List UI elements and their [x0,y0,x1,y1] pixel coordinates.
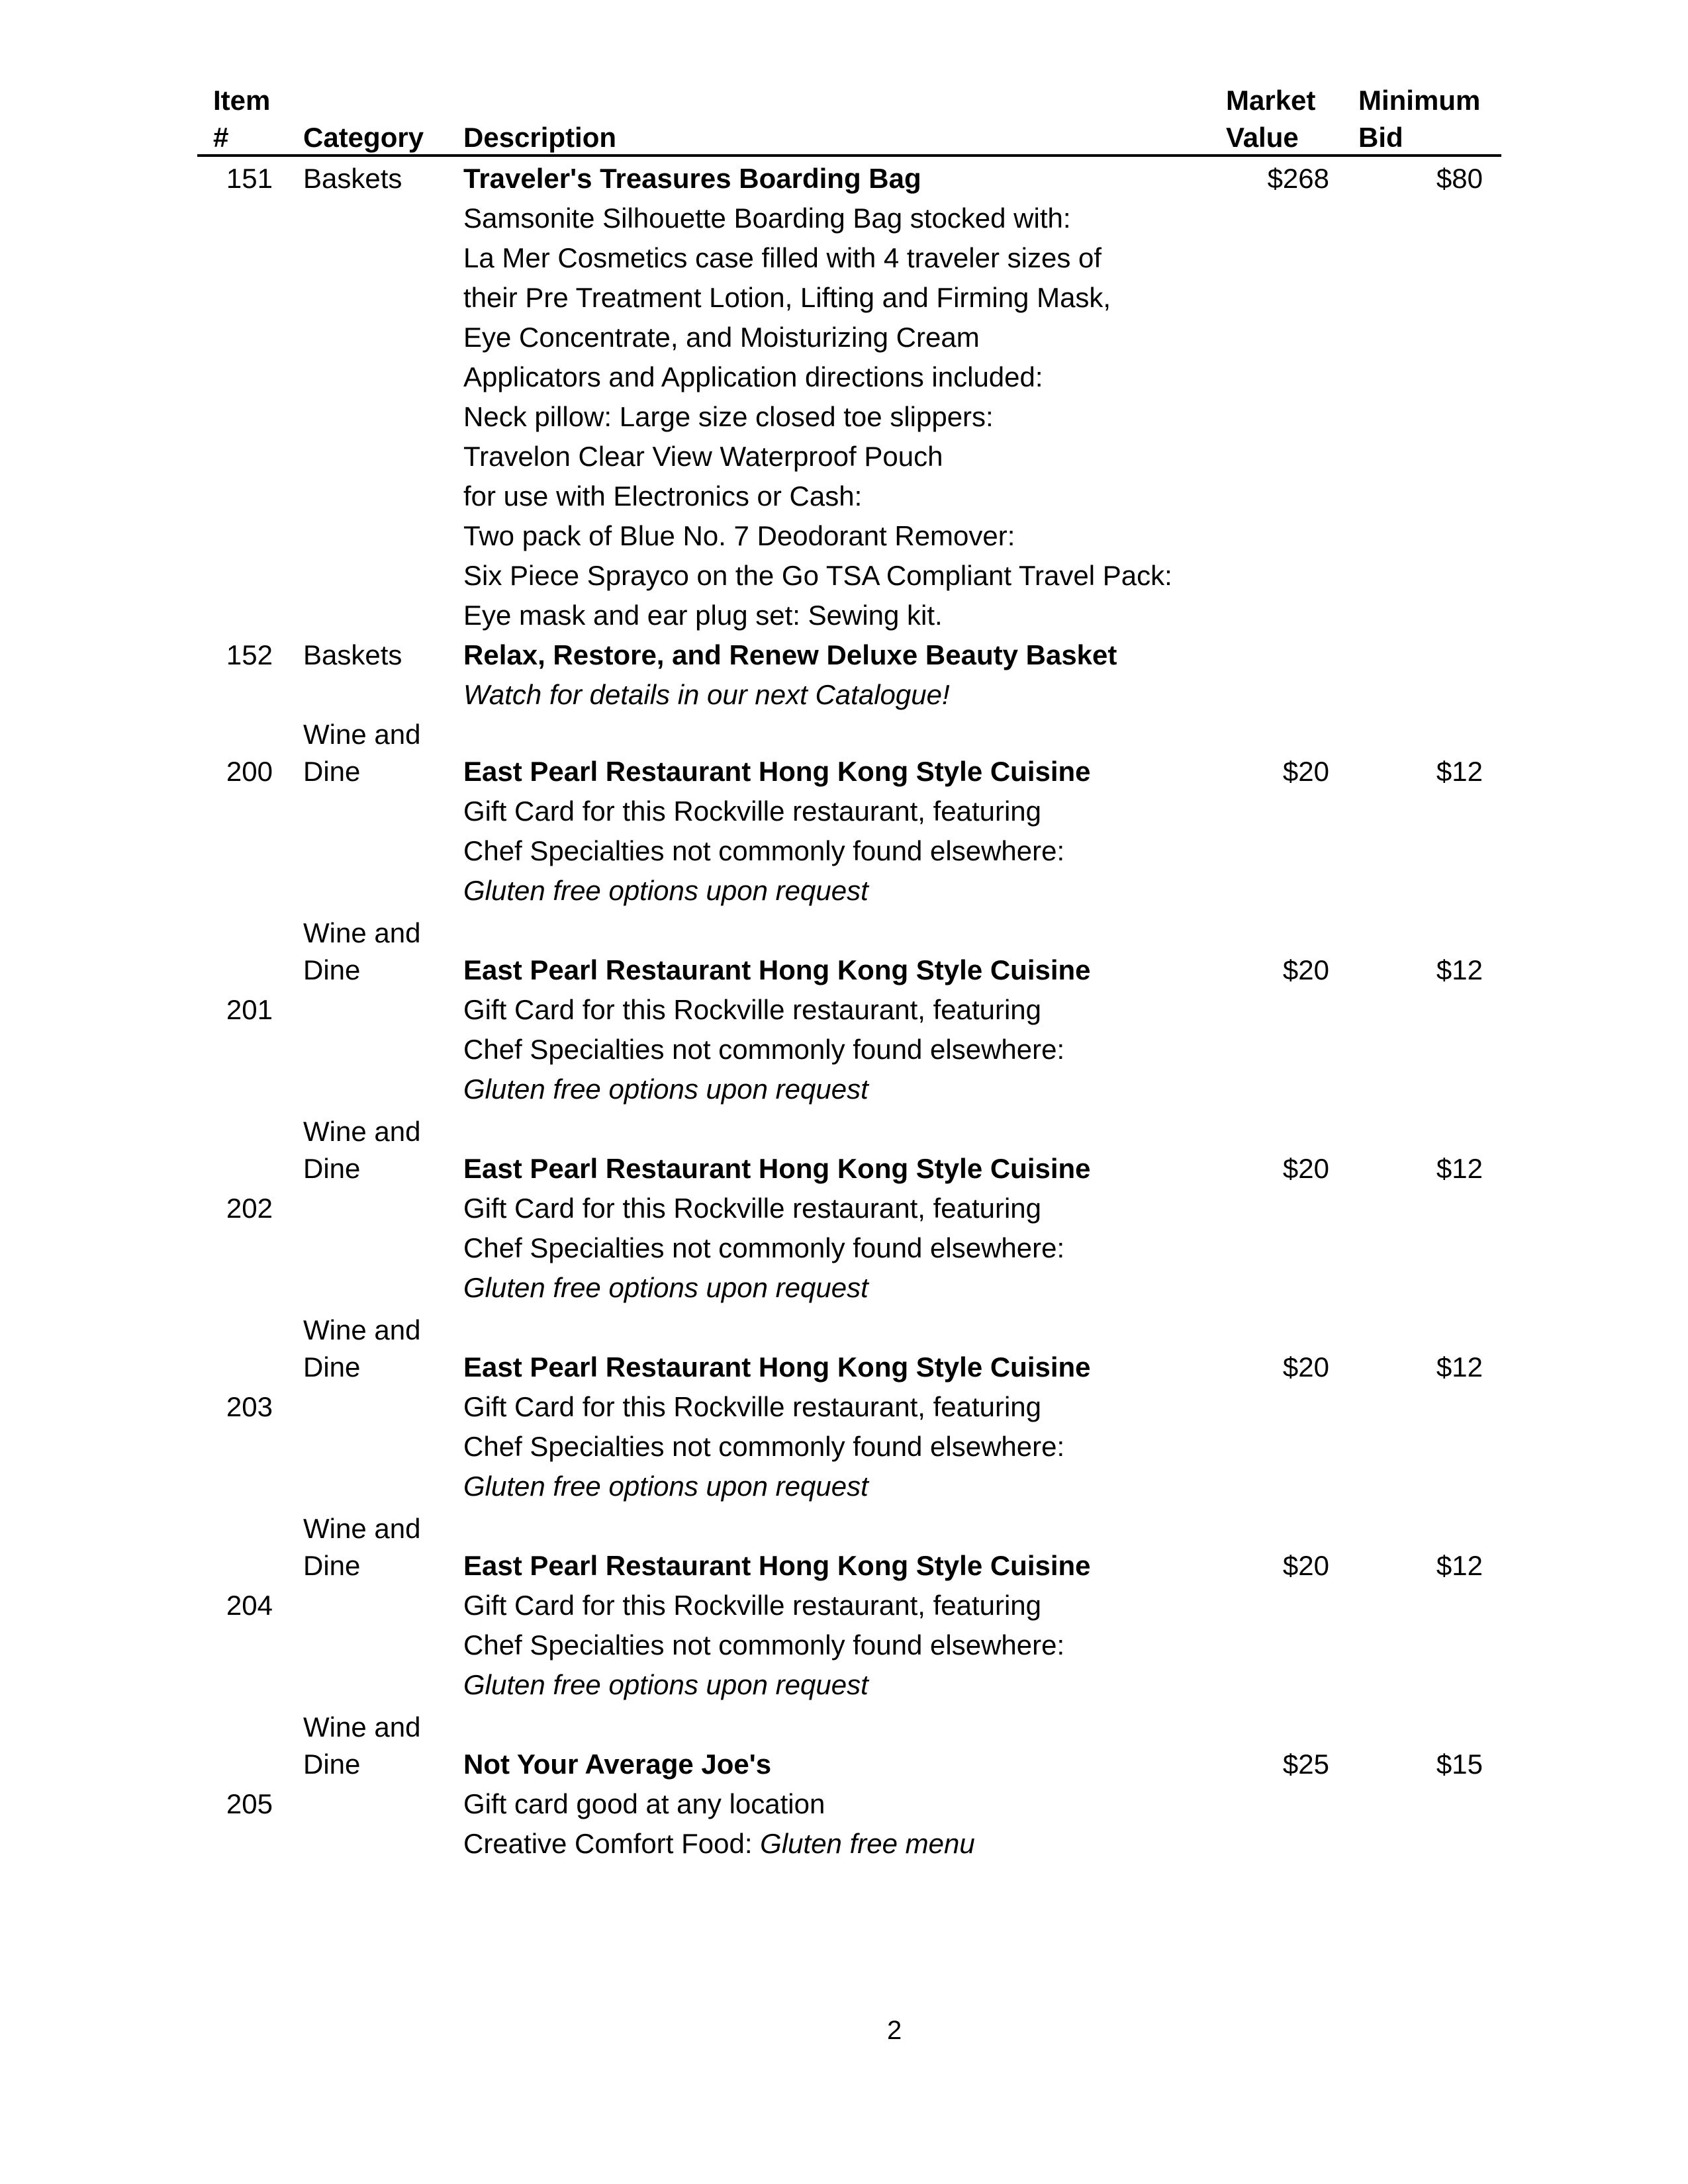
description-italic-line: Watch for details in our next Catalogue! [463,679,950,710]
description-mixed-line [463,1825,975,1862]
item-number: 205 [226,1788,273,1819]
item-category-line1: Wine and [303,1513,421,1544]
description-mixed-italic: Gluten free menu [760,1828,975,1859]
item-title: East Pearl Restaurant Hong Kong Style Cuisine [463,1550,1091,1581]
market-value: $20 [1282,954,1329,985]
page-number: 2 [887,2016,902,2045]
description-line: Gift Card for this Rockville restaurant, featuring [463,1391,1042,1422]
item-category-line1: Wine and [303,1711,421,1743]
item-title: East Pearl Restaurant Hong Kong Style Cuisine [463,1153,1091,1184]
minimum-bid: $80 [1436,163,1483,194]
description-line: Chef Specialties not commonly found elsewhere: [463,1431,1065,1462]
item-number: 151 [226,163,273,194]
item-number: 202 [226,1193,273,1224]
header-item-line1: Item [213,85,271,116]
market-value: $268 [1267,163,1329,194]
minimum-bid: $12 [1436,1153,1483,1184]
market-value: $20 [1282,1351,1329,1383]
description-line: Gift Card for this Rockville restaurant, featuring [463,994,1042,1025]
description-mixed-regular: Creative Comfort Food: [463,1828,761,1859]
minimum-bid: $15 [1436,1749,1483,1780]
item-category-line2: Dine [303,1749,361,1780]
item-title: East Pearl Restaurant Hong Kong Style Cuisine [463,756,1091,787]
item-category-line1: Wine and [303,719,421,750]
description-line: Travelon Clear View Waterproof Pouch [463,441,943,472]
item-number: 152 [226,639,273,670]
item-category-line2: Dine [303,954,361,985]
description-line: Samsonite Silhouette Boarding Bag stocked with: [463,203,1071,234]
item-number: 203 [226,1391,273,1422]
description-line: Two pack of Blue No. 7 Deodorant Remover: [463,520,1015,551]
header-market-line1: Market [1226,85,1316,116]
description-italic-line: Gluten free options upon request [463,875,868,906]
description-line: for use with Electronics or Cash: [463,480,863,512]
description-line: Chef Specialties not commonly found elsewhere: [463,1629,1065,1661]
market-value: $25 [1282,1749,1329,1780]
market-value: $20 [1282,756,1329,787]
header-rule [197,154,1501,157]
description-line: Gift Card for this Rockville restaurant, featuring [463,1193,1042,1224]
item-category-line2: Dine [303,1153,361,1184]
header-item-line2: # [213,122,229,153]
description-line: Six Piece Sprayco on the Go TSA Compliant Travel Pack: [463,560,1172,591]
description-line: Chef Specialties not commonly found elsewhere: [463,1232,1065,1263]
description-line: Eye Concentrate, and Moisturizing Cream [463,322,980,353]
minimum-bid: $12 [1436,1351,1483,1383]
description-line: La Mer Cosmetics case filled with 4 traveler sizes of [463,242,1102,273]
item-category-line1: Wine and [303,1314,421,1345]
item-category-line1: Wine and [303,917,421,948]
market-value: $20 [1282,1153,1329,1184]
description-line: Gift Card for this Rockville restaurant, featuring [463,1590,1042,1621]
description-line: Neck pillow: Large size closed toe slippers: [463,401,994,432]
header-description: Description [463,122,617,153]
description-line: Eye mask and ear plug set: Sewing kit. [463,600,943,631]
description-line: Gift Card for this Rockville restaurant, featuring [463,796,1042,827]
description-italic-line: Gluten free options upon request [463,1073,868,1105]
description-line: their Pre Treatment Lotion, Lifting and Firming Mask, [463,282,1111,313]
header-market-line2: Value [1226,122,1299,153]
description-line: Gift card good at any location [463,1788,825,1819]
description-italic-line: Gluten free options upon request [463,1669,868,1700]
item-title: Not Your Average Joe's [463,1749,772,1780]
item-category-line2: Dine [303,1550,361,1581]
item-category: Baskets [303,639,402,670]
item-number: 204 [226,1590,273,1621]
item-number: 201 [226,994,273,1025]
item-category-line2: Dine [303,756,361,787]
item-title: East Pearl Restaurant Hong Kong Style Cuisine [463,954,1091,985]
description-italic-line: Gluten free options upon request [463,1471,868,1502]
description-line: Chef Specialties not commonly found elsewhere: [463,1034,1065,1065]
item-category-line1: Wine and [303,1116,421,1147]
minimum-bid: $12 [1436,756,1483,787]
description-line: Applicators and Application directions included: [463,361,1043,392]
item-category-line2: Dine [303,1351,361,1383]
item-number: 200 [226,756,273,787]
market-value: $20 [1282,1550,1329,1581]
item-category: Baskets [303,163,402,194]
item-title: East Pearl Restaurant Hong Kong Style Cuisine [463,1351,1091,1383]
header-category: Category [303,122,424,153]
item-title: Relax, Restore, and Renew Deluxe Beauty Basket [463,639,1117,670]
header-minimum-line1: Minimum [1358,85,1481,116]
minimum-bid: $12 [1436,954,1483,985]
description-italic-line: Gluten free options upon request [463,1272,868,1303]
header-minimum-line2: Bid [1358,122,1403,153]
item-title: Traveler's Treasures Boarding Bag [463,163,921,194]
minimum-bid: $12 [1436,1550,1483,1581]
description-line: Chef Specialties not commonly found elsewhere: [463,835,1065,866]
